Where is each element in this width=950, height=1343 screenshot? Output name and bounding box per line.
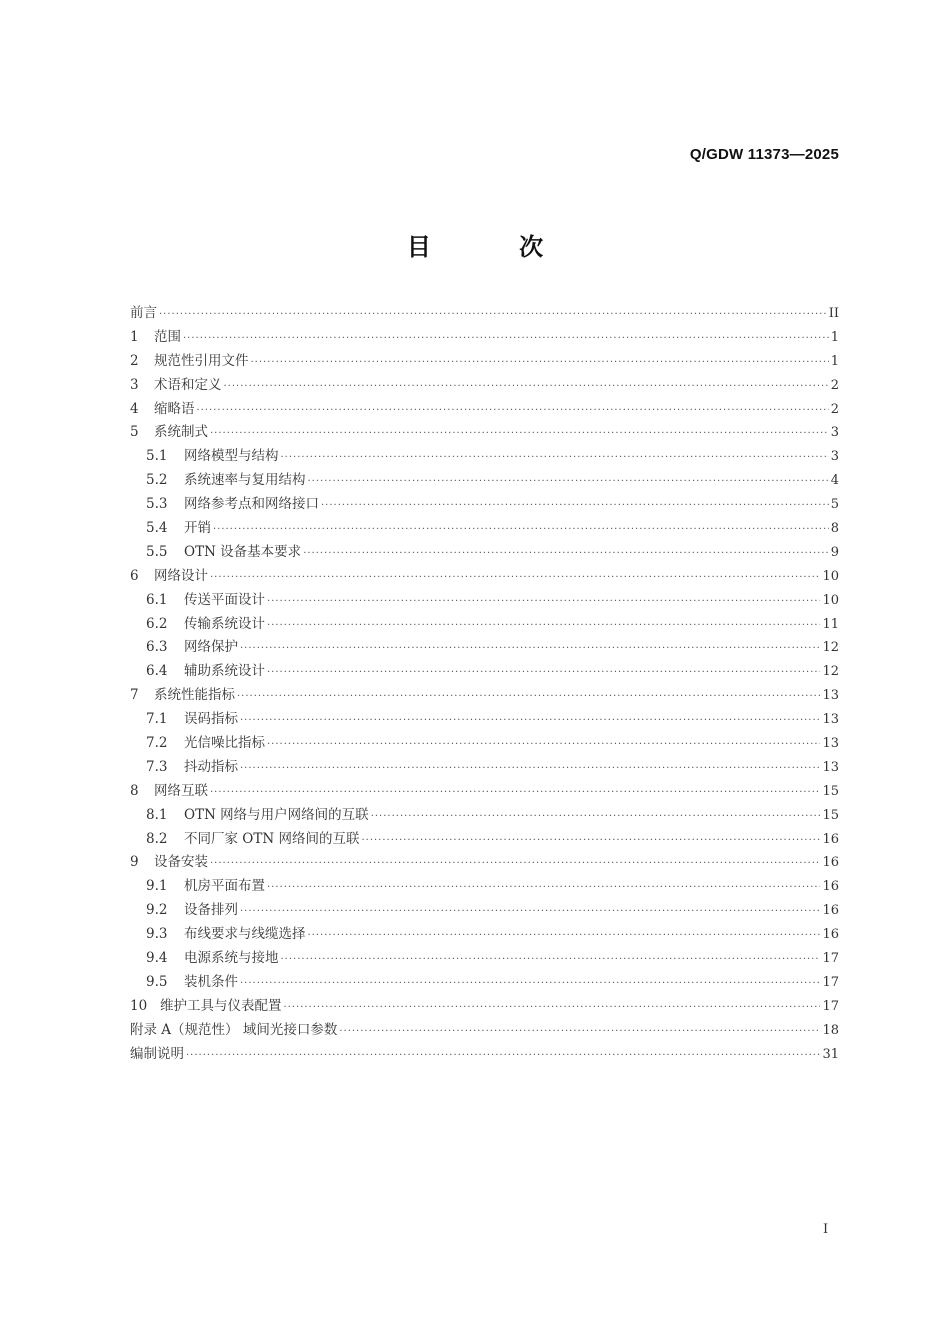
- toc-entry-page: 15: [822, 783, 839, 799]
- toc-entry-number: 5.5: [146, 543, 168, 560]
- toc-entry-page: 1: [830, 329, 839, 345]
- toc-entry-number: 7.1: [146, 711, 168, 728]
- toc-entry-page: 16: [822, 855, 839, 871]
- toc-leader-dots: [237, 691, 820, 702]
- toc-leader-dots: [183, 333, 829, 344]
- toc-entry-page: II: [828, 306, 839, 321]
- toc-entry[interactable]: [130, 731, 839, 755]
- toc-entry-label: 范围: [154, 328, 181, 345]
- toc-entry[interactable]: [130, 1018, 839, 1042]
- toc-entry-page: 9: [830, 544, 839, 560]
- toc-entry-number: 5.2: [146, 472, 168, 489]
- toc-entry[interactable]: [130, 373, 839, 397]
- toc-entry-number: 6: [130, 567, 139, 584]
- document-code: Q/GDW 11373—2025: [689, 146, 839, 163]
- toc-leader-dots: [240, 763, 820, 774]
- toc-entry-label: 辅助系统设计: [184, 663, 265, 680]
- toc-entry-number: 9.4: [146, 950, 168, 967]
- toc-entry-page: 13: [822, 712, 839, 728]
- toc-leader-dots: [197, 405, 829, 416]
- toc-entry-page: 1: [830, 353, 839, 369]
- toc-entry[interactable]: [130, 612, 839, 636]
- toc-entry-number: 1: [130, 328, 139, 345]
- toc-leader-dots: [284, 1002, 821, 1013]
- toc-leader-dots: [240, 715, 820, 726]
- toc-entry-number: 9: [130, 854, 139, 871]
- toc-leader-dots: [240, 978, 820, 989]
- toc-entry[interactable]: [130, 588, 839, 612]
- toc-entry[interactable]: [130, 850, 839, 874]
- toc-entry[interactable]: [130, 420, 839, 444]
- toc-entry[interactable]: [130, 946, 839, 970]
- toc-entry-page: 2: [830, 401, 839, 417]
- toc-entry-label: 光信噪比指标: [184, 735, 265, 752]
- toc-entry-label: 系统速率与复用结构: [184, 472, 306, 489]
- table-of-contents: [130, 301, 839, 1066]
- toc-entry[interactable]: [130, 325, 839, 349]
- toc-leader-dots: [267, 667, 820, 678]
- toc-entry[interactable]: [130, 755, 839, 779]
- toc-entry-number: 2: [130, 352, 139, 369]
- toc-leader-dots: [210, 572, 820, 583]
- toc-entry-number: 9.2: [146, 902, 168, 919]
- toc-entry-label: 开销: [184, 520, 211, 537]
- toc-entry-page: 13: [822, 688, 839, 704]
- toc-leader-dots: [281, 452, 829, 463]
- toc-leader-dots: [213, 524, 829, 535]
- toc-entry-number: 5: [130, 424, 139, 441]
- toc-leader-dots: [210, 858, 820, 869]
- toc-entry-page: 10: [822, 568, 839, 584]
- toc-entry[interactable]: [130, 564, 839, 588]
- toc-leader-dots: [159, 309, 827, 320]
- toc-entry-number: 9.3: [146, 926, 168, 943]
- page-number: I: [823, 1222, 829, 1237]
- toc-entry-number: 8.2: [146, 830, 168, 847]
- toc-entry-label: OTN 设备基本要求: [184, 543, 302, 560]
- toc-entry-number: 6.1: [146, 591, 168, 608]
- toc-entry-number: 7: [130, 687, 139, 704]
- toc-entry-label: 前言: [130, 305, 157, 321]
- toc-leader-dots: [186, 1050, 820, 1061]
- toc-entry[interactable]: [130, 516, 839, 540]
- toc-entry[interactable]: [130, 922, 839, 946]
- toc-entry-label: 设备排列: [184, 902, 238, 919]
- toc-leader-dots: [251, 357, 829, 368]
- toc-entry[interactable]: [130, 540, 839, 564]
- toc-leader-dots: [308, 476, 829, 487]
- toc-leader-dots: [308, 930, 821, 941]
- toc-entry-number: 7.2: [146, 735, 168, 752]
- toc-entry-label: 设备安装: [154, 854, 208, 871]
- toc-entry-label: 传输系统设计: [184, 615, 265, 632]
- toc-entry-label: 缩略语: [154, 400, 195, 417]
- toc-entry-number: 7.3: [146, 758, 168, 775]
- toc-entry-label: OTN 网络与用户网络间的互联: [184, 806, 369, 823]
- toc-leader-dots: [321, 500, 829, 511]
- toc-entry-label: 维护工具与仪表配置: [160, 997, 282, 1014]
- toc-entry-label: 附录 A（规范性） 域间光接口参数: [130, 1021, 338, 1038]
- toc-entry-number: 10: [130, 997, 148, 1014]
- toc-entry-label: 不同厂家 OTN 网络间的互联: [184, 830, 360, 847]
- toc-entry-page: 8: [830, 521, 839, 537]
- toc-entry[interactable]: [130, 803, 839, 827]
- toc-entry-page: 31: [822, 1046, 839, 1062]
- toc-entry-number: 5.3: [146, 496, 168, 513]
- toc-entry-label: 编制说明: [130, 1045, 184, 1062]
- toc-entry[interactable]: [130, 468, 839, 492]
- toc-entry[interactable]: [130, 779, 839, 803]
- toc-entry-page: 13: [822, 736, 839, 752]
- toc-entry-number: 9.1: [146, 878, 168, 895]
- toc-entry-page: 10: [822, 592, 839, 608]
- toc-leader-dots: [267, 620, 820, 631]
- toc-entry-label: 规范性引用文件: [154, 352, 249, 369]
- toc-leader-dots: [240, 643, 820, 654]
- toc-entry-page: 17: [822, 951, 839, 967]
- toc-entry-label: 电源系统与接地: [184, 950, 279, 967]
- toc-entry-page: 16: [822, 903, 839, 919]
- toc-entry-page: 5: [830, 497, 839, 513]
- toc-entry-number: 3: [130, 376, 139, 393]
- toc-entry-number: 5.1: [146, 448, 168, 465]
- toc-entry-number: 9.5: [146, 973, 168, 990]
- toc-entry-page: 16: [822, 879, 839, 895]
- toc-leader-dots: [371, 811, 821, 822]
- toc-entry-label: 机房平面布置: [184, 878, 265, 895]
- toc-entry[interactable]: [130, 707, 839, 731]
- toc-entry-page: 11: [822, 616, 839, 632]
- toc-entry[interactable]: [130, 659, 839, 683]
- toc-entry[interactable]: [130, 827, 839, 851]
- toc-leader-dots: [240, 906, 820, 917]
- toc-leader-dots: [281, 954, 821, 965]
- toc-entry[interactable]: [130, 1042, 839, 1066]
- toc-entry[interactable]: [130, 994, 839, 1018]
- toc-entry-label: 网络参考点和网络接口: [184, 496, 319, 513]
- toc-entry-number: 5.4: [146, 520, 168, 537]
- toc-entry-page: 3: [830, 425, 839, 441]
- toc-leader-dots: [361, 835, 820, 846]
- toc-leader-dots: [224, 381, 829, 392]
- toc-entry-label: 网络模型与结构: [184, 448, 279, 465]
- toc-entry-label: 装机条件: [184, 973, 238, 990]
- toc-entry-label: 误码指标: [184, 711, 238, 728]
- toc-entry-page: 15: [822, 807, 839, 823]
- toc-entry[interactable]: [130, 444, 839, 468]
- toc-entry-label: 网络设计: [154, 567, 208, 584]
- toc-entry-page: 16: [822, 927, 839, 943]
- toc-entry[interactable]: [130, 874, 839, 898]
- toc-entry-number: 8.1: [146, 806, 168, 823]
- toc-entry-number: 6.4: [146, 663, 168, 680]
- toc-entry-page: 4: [830, 473, 839, 489]
- toc-leader-dots: [267, 739, 820, 750]
- toc-entry-page: 17: [822, 998, 839, 1014]
- toc-entry[interactable]: [130, 635, 839, 659]
- toc-leader-dots: [210, 428, 829, 439]
- toc-leader-dots: [339, 1026, 820, 1037]
- toc-leader-dots: [210, 787, 820, 798]
- toc-entry[interactable]: [130, 898, 839, 922]
- toc-entry-label: 网络互联: [154, 782, 208, 799]
- toc-entry-label: 术语和定义: [154, 376, 222, 393]
- toc-entry-label: 布线要求与线缆选择: [184, 926, 306, 943]
- toc-entry[interactable]: [130, 397, 839, 421]
- toc-entry-label: 抖动指标: [184, 758, 238, 775]
- toc-leader-dots: [267, 882, 820, 893]
- toc-entry-page: 12: [822, 664, 839, 680]
- toc-title: 目 次: [406, 233, 584, 261]
- toc-entry[interactable]: [130, 492, 839, 516]
- toc-entry-page: 16: [822, 831, 839, 847]
- toc-leader-dots: [267, 596, 820, 607]
- toc-entry-page: 13: [822, 759, 839, 775]
- toc-entry-label: 系统性能指标: [154, 687, 235, 704]
- toc-entry-number: 4: [130, 400, 139, 417]
- toc-entry-number: 6.3: [146, 639, 168, 656]
- toc-entry-label: 传送平面设计: [184, 591, 265, 608]
- toc-entry[interactable]: [130, 970, 839, 994]
- toc-entry[interactable]: [130, 349, 839, 373]
- toc-entry[interactable]: [130, 301, 839, 325]
- toc-entry-number: 6.2: [146, 615, 168, 632]
- toc-entry-label: 系统制式: [154, 424, 208, 441]
- toc-entry-page: 12: [822, 640, 839, 656]
- toc-entry-page: 18: [822, 1022, 839, 1038]
- toc-entry-number: 8: [130, 782, 139, 799]
- toc-entry-page: 2: [830, 377, 839, 393]
- toc-entry-label: 网络保护: [184, 639, 238, 656]
- toc-leader-dots: [303, 548, 829, 559]
- toc-entry[interactable]: [130, 683, 839, 707]
- toc-entry-page: 17: [822, 974, 839, 990]
- toc-entry-page: 3: [830, 449, 839, 465]
